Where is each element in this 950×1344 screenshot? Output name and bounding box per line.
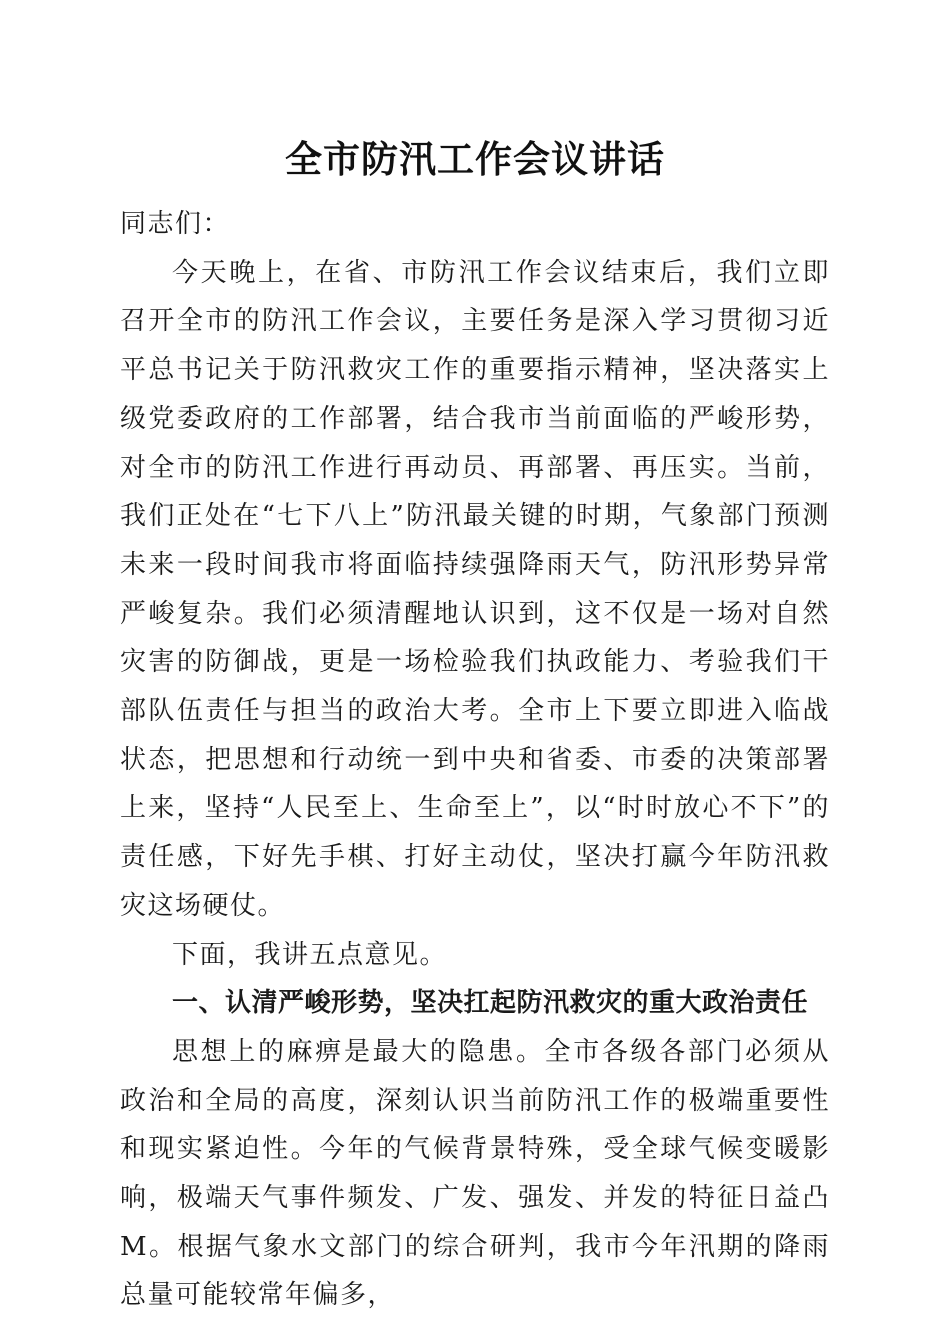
section-heading-1: 一、认清严峻形势，坚决扛起防汛救灾的重大政治责任 bbox=[172, 988, 809, 1019]
salutation: 同志们： bbox=[120, 209, 231, 239]
document-body bbox=[120, 200, 830, 1320]
paragraph-intro-points: 下面，我讲五点意见。 bbox=[172, 939, 448, 970]
section-1-paragraph: 思想上的麻痹是最大的隐患。全市各级各部门必须从政治和全局的高度，深刻认识当前防汛工作的极端重要性和现实紧迫性。今年的气候背景特殊，受全球气候变暖影响，极端天气事件频发、广发、强发、并发的特征日益凸M。根据气象水文部门的综合研判，我市今年汛期的降雨总量可能较常年偏多， bbox=[120, 1036, 830, 1311]
document-title: 全市防汛工作会议讲话 bbox=[285, 137, 665, 181]
paragraph-opening: 今天晚上，在省、市防汛工作会议结束后，我们立即召开全市的防汛工作会议，主要任务是深入学习贯彻习近平总书记关于防汛救灾工作的重要指示精神，坚决落实上级党委政府的工作部署，结合我市当前面临的严峻形势，对全市的防汛工作进行再动员、再部署、再压实。当前，我们正处在“七下八上”防汛最关键的时期，气象部门预测未来一段时间我市将面临持续强降雨天气，防汛形势异常严峻复杂。我们必须清醒地认识到，这不仅是一场对自然灾害的防御战，更是一场检验我们执政能力、考验我们干部队伍责任与担当的政治大考。全市上下要立即进入临战状态，把思想和行动统一到中央和省委、市委的决策部署上来，坚持“人民至上、生命至上”，以“时时放心不下”的责任感，下好先手棋、打好主动仗，坚决打赢今年防汛救灾这场硬仗。 bbox=[120, 257, 830, 921]
